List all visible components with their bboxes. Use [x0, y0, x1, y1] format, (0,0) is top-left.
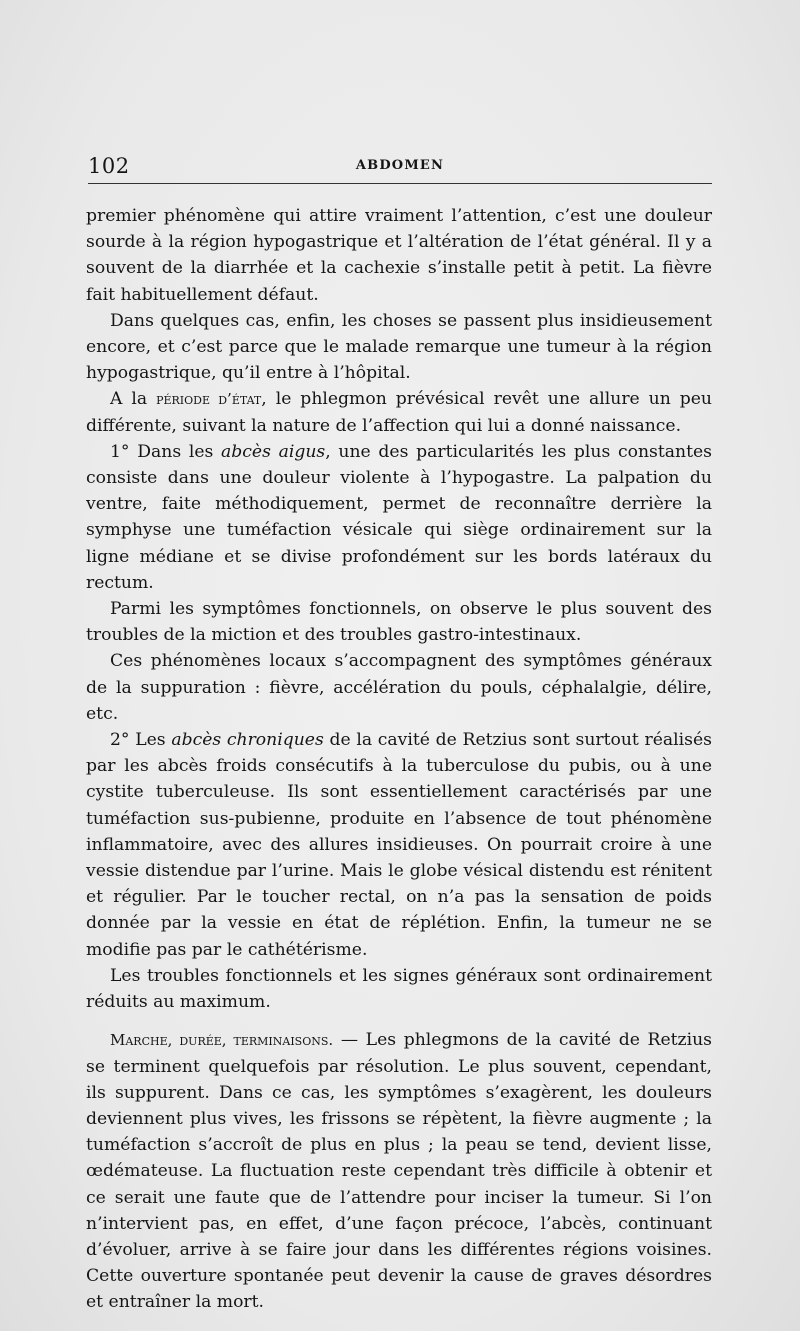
- paragraph-rest: de la cavité de Retzius sont surtout réalisés par les abcès froids consécutifs à la tuberculose du pubis, ou à une cystite tuberculeuse. Ils sont essentiellement caractérisés par une tuméfaction sus-pubienne, produite en l’absence de tout phénomène inflammatoire, avec des allures insidieuses. On pourrait croire à une vessie distendue par l’urine. Mais le globe vésical distendu est rénitent et régulier. Par le toucher rectal, on n’a pas la sensation de poids donnée par la vessie en état de réplétion. Enfin, la tumeur ne se modifie pas par le cathétérisme.: [86, 730, 712, 960]
- paragraph-troubles-reduits: Les troubles fonctionnels et les signes généraux sont ordinairement réduits au maximum.: [86, 965, 712, 1013]
- italic-term: abcès chroniques: [171, 730, 324, 751]
- header-rule: [88, 183, 712, 184]
- small-caps-term: période d’état: [156, 390, 262, 409]
- paragraph-insidious-onset: Dans quelques cas, enfin, les choses se passent plus insidieusement encore, et c’est parce que le malade remarque une tumeur à la région hypogastrique, qu’il entre à l’hôpital.: [86, 310, 712, 384]
- paragraph-symptomes-fonctionnels: Parmi les symptômes fonctionnels, on observe le plus souvent des troubles de la miction et des troubles gastro-intestinaux.: [86, 599, 712, 646]
- page-header: [88, 152, 712, 186]
- paragraph-continuation: premier phénomène qui attire vraiment l’attention, c’est une douleur sourde à la région hypogastrique et l’altération de l’état général. Il y a souvent de la diarrhée et la cachexie s’installe petit à petit. La fièvre fait habituellement défaut.: [86, 206, 712, 305]
- paragraph-lead: 1° Dans les: [110, 441, 222, 462]
- paragraph-marche-duree-terminaisons: [86, 1027, 712, 1315]
- paragraph-lead: 2° Les: [110, 730, 172, 751]
- page-number: 102: [88, 154, 130, 178]
- paragraph-lead: A la: [110, 389, 157, 410]
- body-text: [86, 203, 712, 1316]
- section-heading: Marche, durée, terminaisons.: [110, 1031, 334, 1050]
- italic-term: abcès aigus: [221, 441, 326, 462]
- paragraph-rest: — Les phlegmons de la cavité de Retzius se terminent quelquefois par résolution. Le plus souvent, cependant, ils suppurent. Dans ce cas, les symptômes s’exagèrent, les douleurs deviennent plus vives, les frissons se répètent, la fièvre augmente ; la tuméfaction s’accroît de plus en plus ; la peau se tend, devient lisse, œdémateuse. La fluctuation reste cependant très difficile à obtenir et ce serait une faute que de l’attendre pour inciser la tumeur. Si l’on n’intervient pas, en effet, d’une façon précoce, l’abcès, continuant d’évoluer, arrive à se faire jour dans les différentes régions voisines. Cette ouverture spontanée peut devenir la cause de graves désordres et entraîner la mort.: [86, 1030, 712, 1313]
- paragraph-abces-chroniques: [86, 727, 712, 963]
- paragraph-symptomes-generaux: Ces phénomènes locaux s’accompagnent des symptômes généraux de la suppuration : fièvre, accélération du pouls, céphalalgie, délire, etc.: [86, 651, 712, 724]
- paragraph-periode-etat: [86, 386, 712, 438]
- paragraph-abces-aigus: [86, 439, 712, 596]
- paragraph-rest: , le phlegmon prévésical revêt une allure un peu différente, suivant la nature de l’affection qui lui a donné naissance.: [86, 389, 712, 436]
- running-head: ABDOMEN: [355, 158, 445, 173]
- paragraph-rest: , une des particularités les plus constantes consiste dans une douleur violente à l’hypogastre. La palpation du ventre, faite méthodiquement, permet de reconnaître derrière la symphyse une tuméfaction vésicale qui siège ordinairement sur la ligne médiane et se divise profondément sur les bords latéraux du rectum.: [86, 441, 712, 593]
